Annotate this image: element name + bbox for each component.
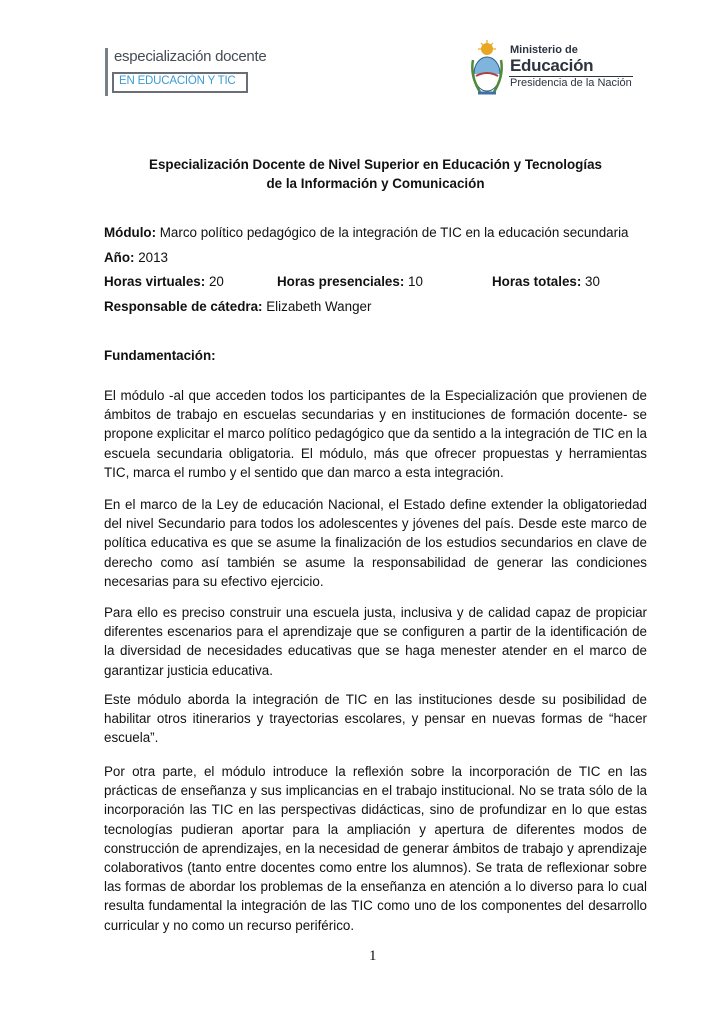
title-line-2: de la Información y Comunicación <box>266 176 485 191</box>
page-number: 1 <box>369 948 377 964</box>
title-line-1: Especialización Docente de Nivel Superior en Educación y Tecnologías <box>149 157 602 172</box>
responsable-value: Elizabeth Wanger <box>262 299 372 314</box>
horas-virtuales-label: Horas virtuales: <box>104 274 206 289</box>
horas-presenciales-value: 10 <box>404 274 423 289</box>
logo-educacion-label: Educación <box>510 56 594 75</box>
logo-bar <box>105 48 108 96</box>
anio-value: 2013 <box>134 250 169 265</box>
responsable-row <box>104 298 647 315</box>
logo-presidencia-label: Presidencia de la Nación <box>510 77 632 89</box>
national-coat-of-arms-icon <box>470 40 504 98</box>
horas-virtuales-value: 20 <box>205 274 224 289</box>
document-title <box>104 155 647 193</box>
anio-label: Año: <box>104 250 135 265</box>
modulo-row <box>104 224 647 241</box>
responsable-label: Responsable de cátedra: <box>104 299 263 314</box>
paragraph-4: Este módulo aborda la integración de TIC en las instituciones desde su posibilidad de habilitar otros itinerarios y trayectorias escolares, y pensar en nuevas formas de “hacer escuela”. <box>104 692 647 746</box>
horas-presenciales-label: Horas presenciales: <box>277 274 405 289</box>
paragraph-1: El módulo -al que acceden todos los participantes de la Especialización que provienen de ámbitos de trabajo en escuelas secundarias y en instituciones de formación docente- se propone explicitar el marco político pedagógico que da sentido a la integración de TIC en la escuela secundaria obligatoria. El módulo, más que ofrecer propuestas y herramientas TIC, marca el rumbo y el sentido que dan marco a esta integración. <box>104 388 647 480</box>
logo-line-2: EN EDUCACIÓN Y TIC <box>119 75 236 87</box>
paragraph-3: Para ello es preciso construir una escuela justa, inclusiva y de calidad capaz de propiciar diferentes escenarios para el aprendizaje que se configuren a partir de la identificación de la diversidad de necesidades educativas que se haga menester atender en el marco de garantizar justicia educativa. <box>104 605 647 678</box>
horas-row <box>104 273 647 290</box>
horas-totales-value: 30 <box>581 274 600 289</box>
horas-totales-label: Horas totales: <box>492 274 582 289</box>
horas-totales <box>492 273 600 290</box>
logo-line-1: especialización docente <box>114 48 267 65</box>
section-heading: Fundamentación: <box>104 348 216 363</box>
paragraph-5: Por otra parte, el módulo introduce la reflexión sobre la incorporación de TIC en las prácticas de enseñanza y sus implicancias en el trabajo institucional. No se trata sólo de la incorporación las TIC en las perspectivas didácticas, sino de profundizar en lo que estas tecnologías pudieran aportar para la ampliación y apertura de diferentes modos de construcción de aprendizajes, en la necesidad de generar ámbitos de trabajo y aprendizaje colaborativos (tanto entre docentes como entre los alumnos). Se trata de reflexionar sobre las formas de abordar los problemas de la enseñanza en atención a lo diverso para lo cual resulta fundamental la integración de las TIC como uno de los componentes del desarrollo curricular y no como un recurso periférico. <box>104 764 647 933</box>
horas-presenciales <box>277 273 423 290</box>
anio-row <box>104 249 647 266</box>
horas-virtuales <box>104 273 224 290</box>
paragraph-2: En el marco de la Ley de educación Nacional, el Estado define extender la obligatoriedad del nivel Secundario para todos los adolescentes y jóvenes del país. Desde este marco de política educativa es que se asume la finalización de los estudios secundarios en clave de derecho como así también se asume la responsabilidad de generar las condiciones necesarias para su efectivo ejercicio. <box>104 497 647 589</box>
especializacion-docente-logo <box>105 44 267 100</box>
modulo-label: Módulo: <box>104 225 157 240</box>
ministerio-educacion-logo <box>470 38 650 102</box>
logo-ministerio-label: Ministerio de <box>510 44 578 56</box>
modulo-value: Marco político pedagógico de la integración de TIC en la educación secundaria <box>156 225 629 240</box>
